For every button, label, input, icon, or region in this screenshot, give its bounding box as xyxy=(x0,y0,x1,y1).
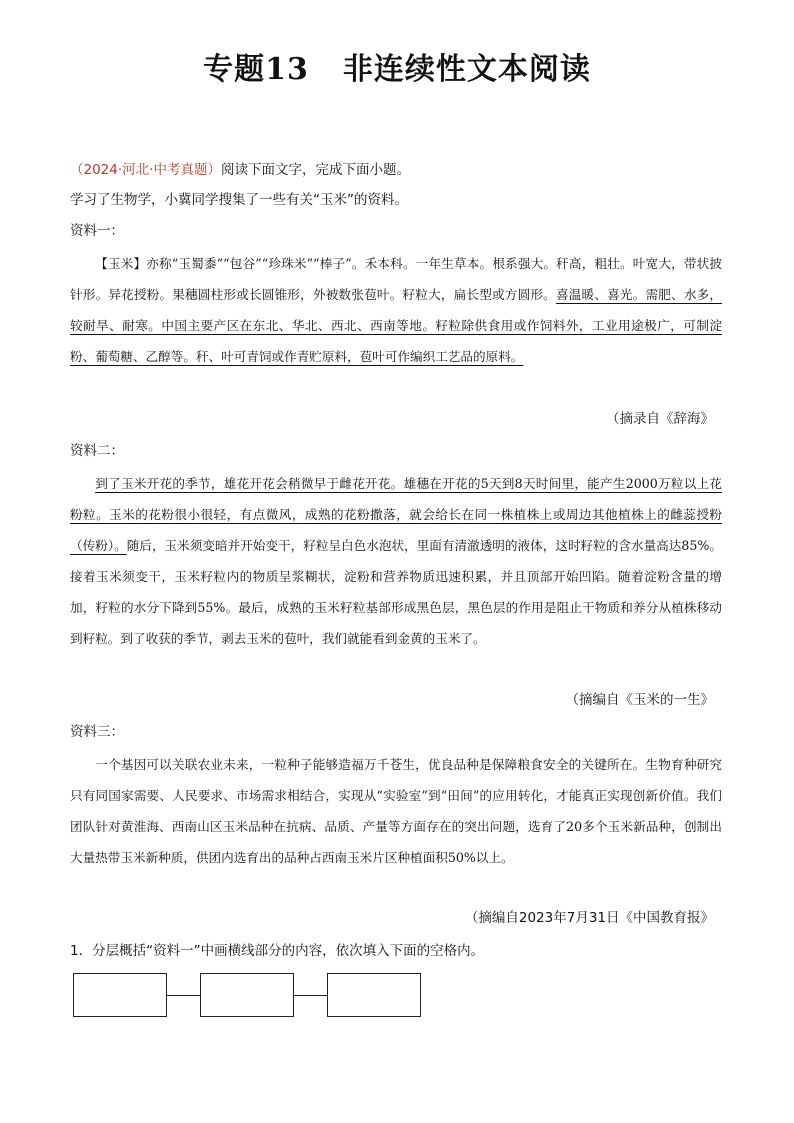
material2-underlined-text: 到了玉米开花的季节，雄花开花会稍微早于雌花开花。雄穗在开花的5天到8天时间里，能产生2000万粒以上花粉粒。玉米的花粉很小很轻，有点微风，成熟的花粉撒落，就会给长在同一株植株上或周边其他植株上的雌蕊授粉（传粉）。 xyxy=(70,476,722,553)
material1-label: 资料一： xyxy=(70,223,124,239)
connector-line-1 xyxy=(167,995,201,996)
material2-body xyxy=(70,468,722,654)
material2-plain-text: 随后，玉米须变暗并开始变干，籽粒呈白色水泡状，里面有清澈透明的液体，这时籽粒的含水量高达85%。接着玉米须变干，玉米籽粒内的物质呈浆糊状，淀粉和营养物质迅速积累，并且顶部开始凹陷。随着淀粉含量的增加，籽粒的水分下降到55%。最后，成熟的玉米籽粒基部形成黑色层，黑色层的作用是阻止干物质和养分从植株移动到籽粒。到了收获的季节，剥去玉米的苞叶，我们就能看到金黄的玉米了。 xyxy=(70,538,722,646)
instruction-text: 阅读下面文字，完成下面小题。 xyxy=(220,162,410,178)
material2-citation: （摘编自《玉米的一生》 xyxy=(565,692,714,708)
material3-text: 一个基因可以关联农业未来，一粒种子能够造福万千苍生，优良品种是保障粮食安全的关键所在。生物育种研究只有同国家需要、人民要求、市场需求相结合，实现从“实验室”到“田间”的应用转化，才能真正实现创新价值。我们团队针对黄淮海、西南山区玉米品种在抗病、品质、产量等方面存在的突出问题，选育了20多个玉米新品种，创制出大量热带玉米新种质，供团内选育出的品种占西南玉米片区种植面积50%以上。 xyxy=(70,757,722,865)
intro-context: 学习了生物学，小冀同学搜集了一些有关“玉米”的资料。 xyxy=(70,192,408,208)
material1-plain-text: 【玉米】亦称“玉蜀黍”“包谷”“珍珠米”“棒子”。禾本科。一年生草本。根系强大。秆高，粗壮。叶宽大，带状披针形。异花授粉。果穗圆柱形或长圆锥形，外被数张苞叶。籽粒大，扁长型或方圆形。 xyxy=(70,256,722,302)
title-topic-name: 非连续性文本阅读 xyxy=(342,52,591,87)
answer-box-3[interactable] xyxy=(327,973,421,1017)
material1-citation: （摘录自《辞海》 xyxy=(606,411,714,427)
material1-underlined-text: 喜温暖、喜光。需肥、水多，较耐旱、耐寒。中国主要产区在东北、华北、西北、西南等地。籽粒除供食用或作饲料外，工业用途极广，可制淀粉、葡萄糖、乙醇等。秆、叶可青饲或作青贮原料，苞叶可作编织工艺品的原料。 xyxy=(70,287,723,364)
material3-body xyxy=(70,749,722,873)
question1-text: 1．分层概括“资料一”中画横线部分的内容，依次填入下面的空格内。 xyxy=(70,943,485,959)
intro-line xyxy=(70,160,410,180)
material2-label: 资料二： xyxy=(70,443,124,459)
answer-box-1[interactable] xyxy=(73,973,167,1017)
answer-box-2[interactable] xyxy=(200,973,294,1017)
page-title xyxy=(0,44,794,88)
connector-line-2 xyxy=(294,995,328,996)
title-topic-number: 专题13 xyxy=(203,52,309,87)
source-tag: （2024·河北·中考真题） xyxy=(70,162,221,178)
material3-label: 资料三： xyxy=(70,724,124,740)
material1-body xyxy=(70,248,722,372)
material3-citation: （摘编自2023年7月31日《中国教育报》 xyxy=(464,910,714,926)
